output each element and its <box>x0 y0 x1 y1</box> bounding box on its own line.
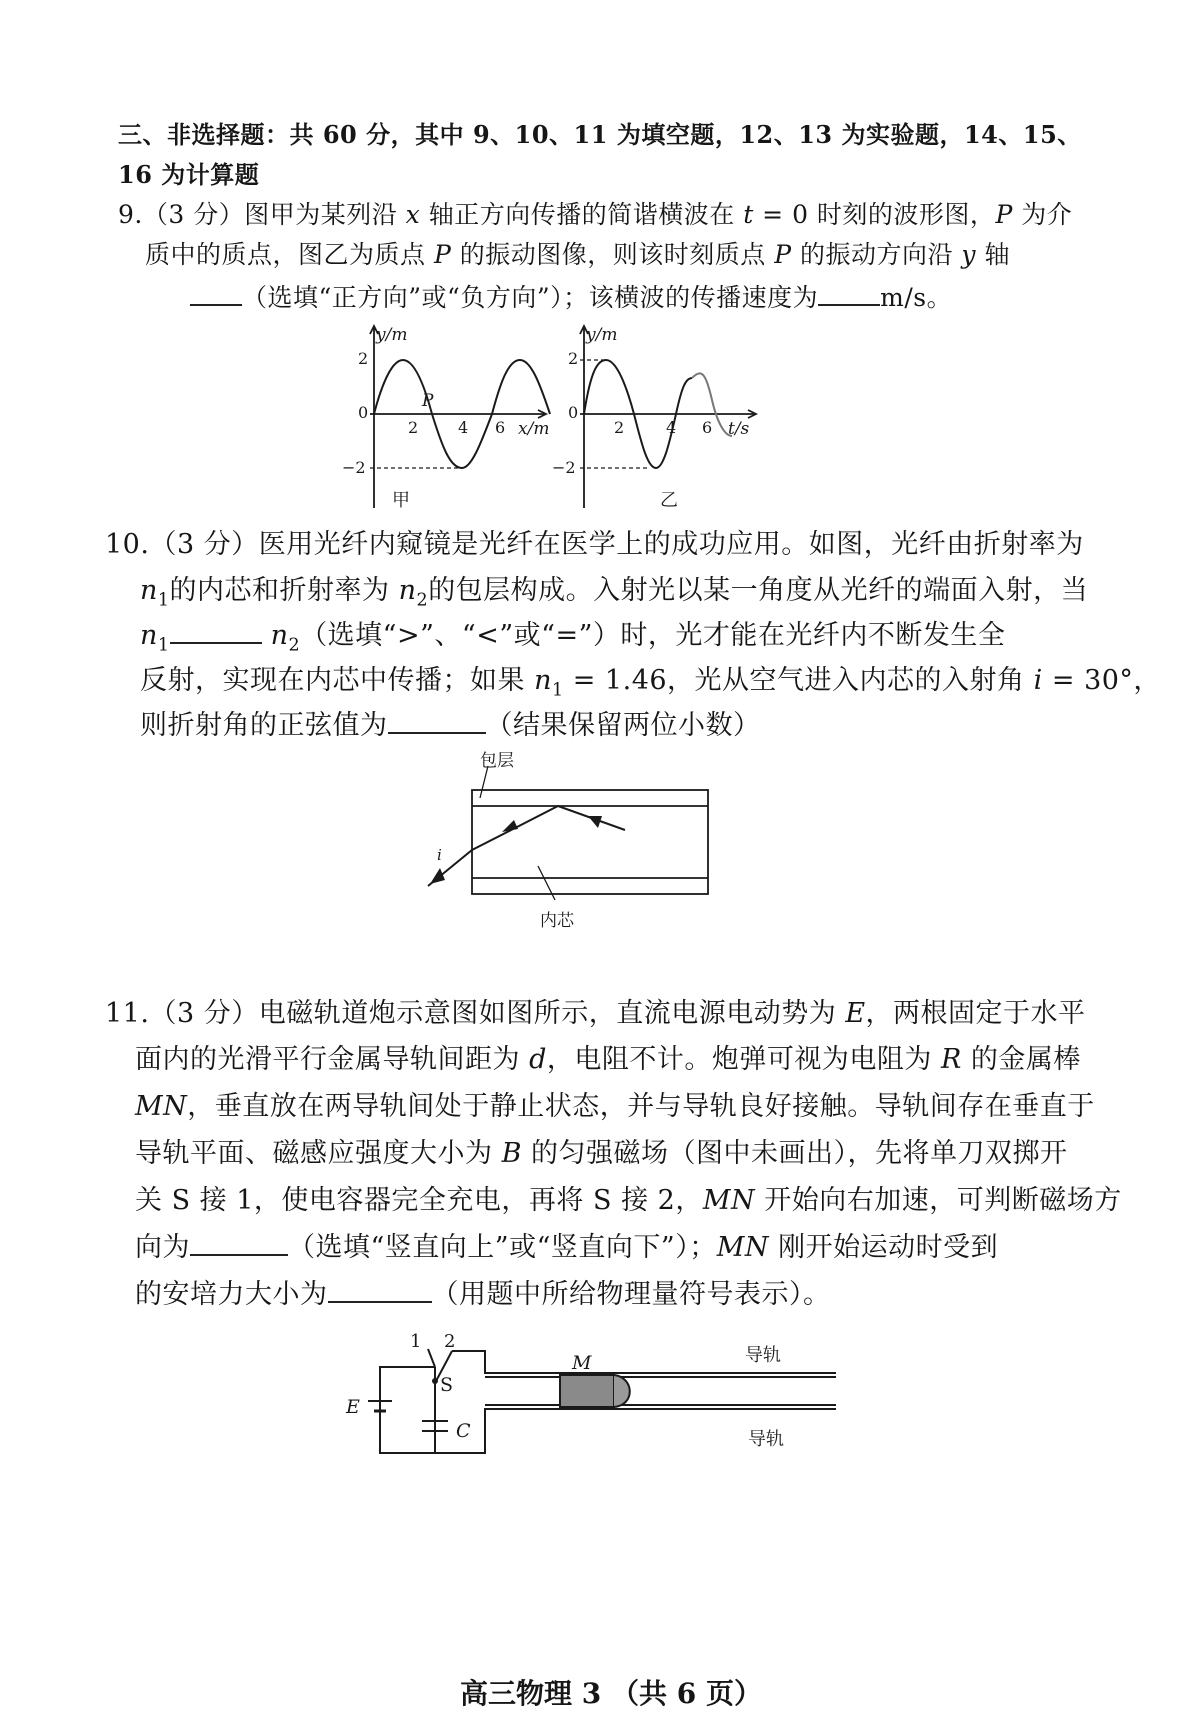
q10-text: = 30°， <box>1042 665 1161 696</box>
q11-line7 <box>135 1276 831 1314</box>
q11-var-d: d <box>529 1044 547 1075</box>
q10-text: = 1.46，光从空气进入内芯的入射角 <box>563 665 1034 696</box>
q9-var-p: P <box>995 200 1013 229</box>
y-tick: −2 <box>342 458 366 477</box>
y-tick: 2 <box>568 349 579 368</box>
q10-var-n1: n <box>534 665 552 696</box>
q9-answer-blank-1[interactable] <box>190 280 242 306</box>
q11-var-b: B <box>501 1138 522 1169</box>
figure-optical-fiber <box>410 750 730 935</box>
point-p-label: P <box>422 391 434 411</box>
terminal-1-lead <box>428 1349 435 1367</box>
terminal-1-label: 1 <box>410 1331 422 1352</box>
q9-text: = 0 时刻的波形图， <box>753 200 996 229</box>
q10-text: 的内芯和折射率为 <box>169 575 399 606</box>
terminal-2-label: 2 <box>444 1331 456 1352</box>
q11-line2 <box>135 1041 1081 1079</box>
q11-text: 开始向右加速，可判断磁场方 <box>755 1185 1122 1216</box>
core-label: 内芯 <box>540 911 574 931</box>
x-axis-label: x/m <box>518 419 550 439</box>
q11-var-mn: MN <box>702 1185 756 1216</box>
q9-text: 质中的质点，图乙为质点 <box>145 240 434 269</box>
q9-var-y: y <box>961 240 977 269</box>
q11-number: 11. <box>105 998 150 1029</box>
q9-answer-blank-2[interactable] <box>818 280 880 306</box>
q11-text: 的安培力大小为 <box>135 1279 328 1310</box>
q10-number: 10. <box>105 529 150 560</box>
x-tick: 6 <box>495 418 506 437</box>
figure-caption-yi: 乙 <box>660 490 678 511</box>
metal-bar-mn <box>560 1375 614 1407</box>
q11-text: （用题中所给物理量符号表示）。 <box>431 1279 831 1310</box>
q10-text: 的包层构成。入射光以某一角度从光纤的端面入射，当 <box>428 575 1089 606</box>
switch-pivot-icon <box>432 1378 438 1384</box>
section-heading-line2: 16 为计算题 <box>118 160 260 189</box>
q11-answer-blank-1[interactable] <box>190 1230 288 1256</box>
figure-railgun-circuit <box>340 1325 850 1475</box>
q10-text: 反射，实现在内芯中传播；如果 <box>140 665 535 696</box>
section-heading-line1: 三、非选择题：共 60 分，其中 9、10、11 为填空题，12、13 为实验题，14、15、 <box>118 120 1082 149</box>
q11-points: （3 分） <box>149 998 259 1029</box>
q9-line1 <box>118 198 1072 232</box>
y-axis-label: y/m <box>586 325 618 345</box>
q9-text: 的振动图像，则该时刻质点 <box>451 240 775 269</box>
q9-var-x: x <box>405 200 421 229</box>
q10-text: （结果保留两位小数） <box>485 710 761 741</box>
projectile-nose <box>614 1375 630 1407</box>
q10-line2 <box>140 572 1088 619</box>
q9-text: m/s。 <box>880 283 953 312</box>
capacitor-label: C <box>456 1420 471 1442</box>
q10-text: 医用光纤内窥镜是光纤在医学上的成功应用。如图，光纤由折射率为 <box>258 529 1084 560</box>
q11-text: 电磁轨道炮示意图如图所示，直流电源电动势为 <box>258 998 846 1029</box>
x-tick: 4 <box>666 418 677 437</box>
q11-line3 <box>135 1088 1095 1126</box>
q11-text: 导轨平面、磁感应强度大小为 <box>135 1138 502 1169</box>
q9-points: （3 分） <box>142 200 245 229</box>
q9-var-t: t <box>743 200 754 229</box>
q10-var-n2: n <box>270 620 289 651</box>
y-tick: 0 <box>568 403 579 422</box>
figure-wave-jia <box>340 318 560 518</box>
y-tick: −2 <box>552 458 576 477</box>
q11-text: （选填“竖直向上”或“竖直向下”）； <box>288 1232 717 1263</box>
q9-text: 图甲为某列沿 <box>244 200 406 229</box>
section-heading <box>118 118 1082 152</box>
cladding-label: 包层 <box>480 751 514 771</box>
q10-sub: 1 <box>551 680 564 701</box>
y-tick: 2 <box>358 349 369 368</box>
angle-label: i <box>437 846 442 864</box>
q11-text: ，垂直放在两导轨间处于静止状态，并与导轨良好接触。导轨间存在垂直于 <box>187 1091 1095 1122</box>
q9-var-p: P <box>433 240 452 269</box>
y-axis-label: y/m <box>376 325 408 345</box>
q10-var-i: i <box>1033 665 1043 696</box>
q11-var-e: E <box>845 998 866 1029</box>
q10-sub: 1 <box>157 590 170 611</box>
q11-text: 向为 <box>135 1232 190 1263</box>
ray-arrow-icon <box>502 820 518 832</box>
q10-text: 则折射角的正弦值为 <box>140 710 388 741</box>
q9-var-p: P <box>774 240 792 269</box>
q10-var-n1: n <box>140 575 158 606</box>
q10-var-n1: n <box>140 620 158 651</box>
q9-text: （选填“正方向”或“负方向”）；该横波的传播速度为 <box>242 283 819 312</box>
rail-top-label: 导轨 <box>745 1345 781 1366</box>
q9-text: 的振动方向沿 <box>791 240 962 269</box>
q10-text: （选填“>”、“<”或“=”）时，光才能在光纤内不断发生全 <box>300 620 1006 651</box>
q11-line1 <box>105 995 1086 1033</box>
q9-text: 轴 <box>976 240 1010 269</box>
q10-line1 <box>105 526 1084 564</box>
q10-sub: 1 <box>157 635 170 656</box>
q9-line3 <box>190 280 952 315</box>
q11-text: 的匀强磁场（图中未画出），先将单刀双掷开 <box>521 1138 1068 1169</box>
q11-text: 刚开始运动时受到 <box>769 1232 999 1263</box>
q10-points: （3 分） <box>149 529 259 560</box>
q9-text: 轴正方向传播的简谐横波在 <box>420 200 744 229</box>
circuit-wire-left <box>380 1367 435 1453</box>
switch-label: S <box>440 1374 454 1396</box>
q11-var-mn: MN <box>135 1091 188 1122</box>
q10-answer-blank-2[interactable] <box>388 708 486 734</box>
x-tick: 4 <box>458 418 469 437</box>
source-label: E <box>346 1396 360 1418</box>
q10-line4 <box>140 662 1161 709</box>
core-pointer <box>538 866 555 900</box>
figure-vibration-yi <box>550 318 770 518</box>
q11-text: 面内的光滑平行金属导轨间距为 <box>135 1044 530 1075</box>
x-tick: 6 <box>702 418 713 437</box>
q9-number: 9. <box>118 200 143 229</box>
x-axis-label: t/s <box>728 419 750 439</box>
q11-text: ，电阻不计。炮弹可视为电阻为 <box>546 1044 941 1075</box>
ray-arrow-icon <box>588 816 602 828</box>
rail-bottom-label: 导轨 <box>748 1429 784 1450</box>
q11-line6 <box>135 1229 998 1267</box>
q11-text: ，两根固定于水平 <box>865 998 1086 1029</box>
x-tick: 2 <box>408 418 419 437</box>
q10-answer-blank-1[interactable] <box>170 618 262 644</box>
ray-arrow-icon <box>430 868 445 884</box>
q9-text: 为介 <box>1012 200 1073 229</box>
q11-answer-blank-2[interactable] <box>328 1277 432 1303</box>
q10-line5 <box>140 707 761 745</box>
q9-line2 <box>145 238 1010 272</box>
page-footer: 高三物理 3 （共 6 页） <box>460 1677 762 1710</box>
q10-sub: 2 <box>288 635 301 656</box>
q10-line3 <box>140 617 1005 664</box>
q10-var-n2: n <box>398 575 417 606</box>
y-tick: 0 <box>358 403 369 422</box>
figure-caption-jia: 甲 <box>392 490 410 511</box>
q11-text: 关 S 接 1，使电容器完全充电，再将 S 接 2， <box>135 1185 703 1216</box>
q11-line5 <box>135 1182 1122 1220</box>
q11-var-mn: MN <box>716 1232 769 1263</box>
q11-text: 的金属棒 <box>961 1044 1081 1075</box>
q11-var-r: R <box>940 1044 962 1075</box>
section-heading-cont <box>118 158 259 192</box>
q11-line4 <box>135 1135 1068 1173</box>
q10-sub: 2 <box>416 590 429 611</box>
bar-label: M <box>572 1352 592 1374</box>
x-tick: 2 <box>614 418 625 437</box>
